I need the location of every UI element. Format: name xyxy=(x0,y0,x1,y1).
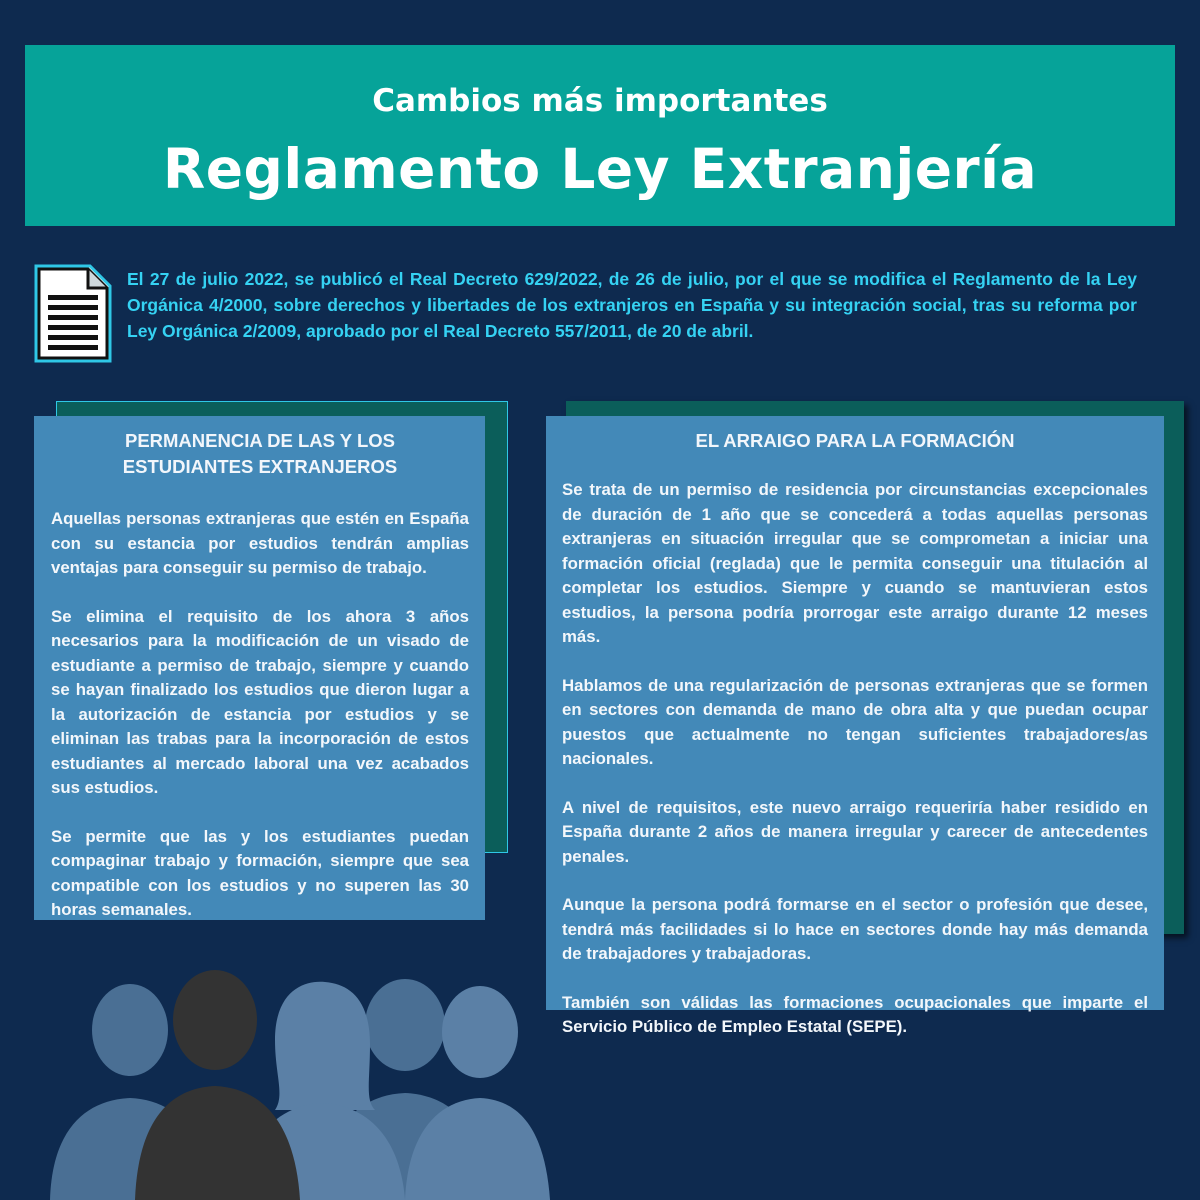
right-info-box xyxy=(546,416,1164,1036)
header-banner xyxy=(25,45,1175,226)
right-box-paragraph: A nivel de requisitos, este nuevo arraigo requeriría haber residido en España durante 2 años de manera irregular y carecer de antecedentes penales. xyxy=(562,797,1148,866)
right-box-paragraph: Hablamos de una regularización de personas extranjeras que se formen en sectores con demanda de mano de obra alta y que puedan ocupar puestos que actualmente no tengan suficientes trabajadores/as nacionales. xyxy=(562,675,1148,768)
document-icon xyxy=(30,263,114,366)
right-box-paragraph: También son válidas las formaciones ocupacionales que imparte el Servicio Público de Empleo Estatal (SEPE). xyxy=(562,992,1148,1036)
left-box-paragraph: Se elimina el requisito de los ahora 3 años necesarios para la modificación de un visado de estudiante a permiso de trabajo, siempre y cuando se hayan finalizado los estudios que dieron lugar a la autorización de estancia por estudios y se eliminan las trabas para la incorporación de estos estudiantes al mercado laboral una vez acabados sus estudios. xyxy=(51,606,469,797)
right-box-title: EL ARRAIGO PARA LA FORMACIÓN xyxy=(695,430,1015,451)
header-title: Reglamento Ley Extranjería xyxy=(162,137,1038,201)
people-silhouettes-icon xyxy=(40,960,560,1200)
left-box-paragraph: Se permite que las y los estudiantes puedan compaginar trabajo y formación, siempre que sea compatible con los estudios y no superen las 30 horas semanales. xyxy=(51,826,469,919)
left-box-paragraph: Aquellas personas extranjeras que estén en España con su estancia por estudios tendrán amplias ventajas para conseguir su permiso de trabajo. xyxy=(51,509,469,577)
right-box-paragraph: Se trata de un permiso de residencia por circunstancias excepcionales de duración de 1 año que se concederá a todas aquellas personas extranjeras en situación irregular que se comprometan a iniciar una formación oficial (reglada) que le permita conseguir una titulación al completar los estudios. Siempre y cuando se mantuvieran estos estudios, la persona podría prorrogar este arraigo durante 12 meses más. xyxy=(562,480,1148,646)
left-box-title: PERMANENCIA DE LAS Y LOS ESTUDIANTES EXTRANJEROS xyxy=(122,430,398,477)
left-info-box xyxy=(34,416,485,920)
intro-text: El 27 de julio 2022, se publicó el Real Decreto 629/2022, de 26 de julio, por el que se modifica el Reglamento de la Ley Orgánica 4/2000, sobre derechos y libertades de los extranjeros en España y su integración social, tras su reforma por Ley Orgánica 2/2009, aprobado por el Real Decreto 557/2011, de 20 de abril. xyxy=(127,269,1137,341)
header-subtitle: Cambios más importantes xyxy=(372,83,828,119)
right-box-paragraph: Aunque la persona podrá formarse en el sector o profesión que desee, tendrá más facilidades si lo hace en sectores donde hay más demanda de trabajadores y trabajadoras. xyxy=(562,895,1148,963)
